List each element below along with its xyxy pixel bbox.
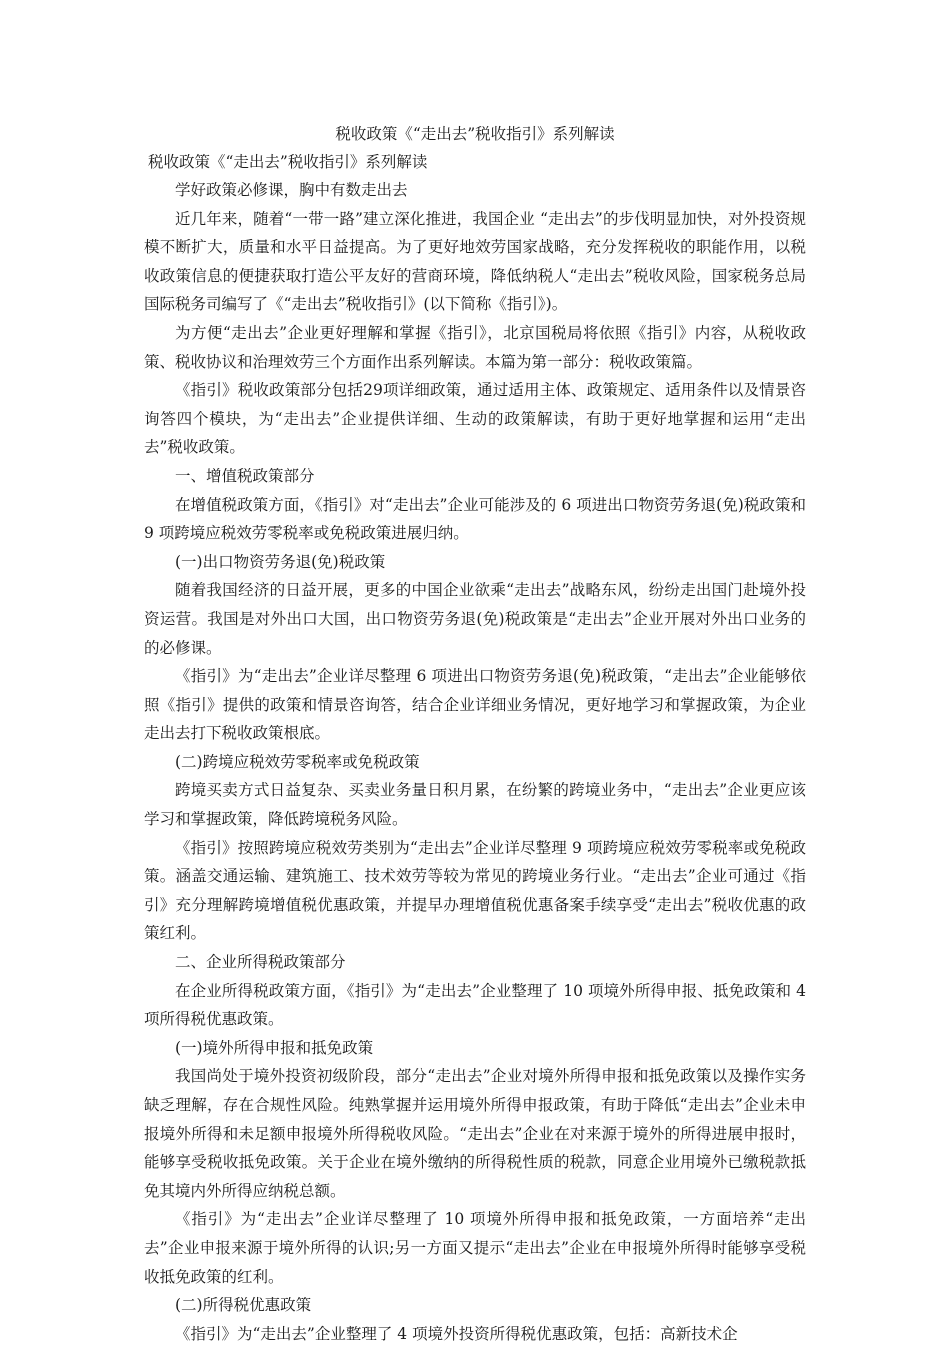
paragraph: 在企业所得税政策方面，《指引》为“走出去”企业整理了 10 项境外所得申报、抵免政策和 4 项所得税优惠政策。 (144, 981, 806, 1029)
paragraph: 《指引》为“走出去”企业详尽整理了 10 项境外所得申报和抵免政策，一方面培养“走出去”企业申报来源于境外所得的认识;另一方面又提示“走出去”企业在申报境外所得时能够享受税收抵免政策的红利。 (144, 1210, 806, 1286)
paragraph: 近几年来，随着“一带一路”建立深化推进，我国企业 “走出去”的步伐明显加快，对外投资规模不断扩大，质量和水平日益提高。为了更好地效劳国家战略，充分发挥税收的职能作用，以税收政策信息的便捷获取打造公平友好的营商环境，降低纳税人“走出去”税收风险，国家税务总局国际税务司编写了《“走出去”税收指引》(以下简称《指引》)。 (144, 209, 806, 314)
paragraph: 随着我国经济的日益开展，更多的中国企业欲乘“走出去”战略东风，纷纷走出国门赴境外投资运营。我国是对外出口大国，出口物资劳务退(免)税政策是“走出去”企业开展对外出口业务的的必修课。 (144, 581, 806, 657)
paragraph: 《指引》税收政策部分包括29项详细政策，通过适用主体、政策规定、适用条件以及情景咨询答四个模块，为“走出去”企业提供详细、生动的政策解读，有助于更好地掌握和运用“走出去”税收政策。 (144, 381, 806, 457)
paragraph: 《指引》为“走出去”企业详尽整理 6 项进出口物资劳务退(免)税政策，“走出去”企业能够依照《指引》提供的政策和情景咨询答，结合企业详细业务情况，更好地学习和掌握政策，为企业走出去打下税收政策根底。 (144, 667, 806, 743)
document-title: 税收政策《“走出去”税收指引》系列解读 (335, 125, 615, 143)
paragraph: 我国尚处于境外投资初级阶段，部分“走出去”企业对境外所得申报和抵免政策以及操作实务缺乏理解，存在合规性风险。纯熟掌握并运用境外所得申报政策，有助于降低“走出去”企业未申报境外所得和未足额申报境外所得税收风险。“走出去”企业在对来源于境外的所得进展申报时，能够享受税收抵免政策。关于企业在境外缴纳的所得税性质的税款，同意企业用境外已缴税款抵免其境内外所得应纳税总额。 (144, 1067, 806, 1200)
section-heading-cit: 二、企业所得税政策部分 (175, 953, 346, 972)
paragraph: 在增值税政策方面，《指引》对“走出去”企业可能涉及的 6 项进出口物资劳务退(免)税政策和 9 项跨境应税效劳零税率或免税政策进展归纳。 (144, 495, 806, 543)
subsection-heading: (一)出口物资劳务退(免)税政策 (175, 552, 386, 571)
section-heading-vat: 一、增值税政策部分 (175, 466, 315, 485)
document-subtitle: 税收政策《“走出去”税收指引》系列解读 (148, 153, 428, 171)
subsection-heading: (二)跨境应税效劳零税率或免税政策 (175, 752, 420, 771)
paragraph: 《指引》为“走出去”企业整理了 4 项境外投资所得税优惠政策，包括：高新技术企 (175, 1324, 738, 1343)
intro-heading: 学好政策必修课，胸中有数走出去 (175, 181, 408, 199)
subsection-heading: (二)所得税优惠政策 (175, 1296, 312, 1315)
paragraph: 为方便“走出去”企业更好理解和掌握《指引》，北京国税局将依照《指引》内容，从税收政策、税收协议和治理效劳三个方面作出系列解读。本篇为第一部分：税收政策篇。 (144, 323, 806, 371)
subsection-heading: (一)境外所得申报和抵免政策 (175, 1038, 374, 1057)
document-body (144, 120, 806, 1348)
paragraph: 《指引》按照跨境应税效劳类别为“走出去”企业详尽整理 9 项跨境应税效劳零税率或免税政策。涵盖交通运输、建筑施工、技术效劳等较为常见的跨境业务行业。“走出去”企业可通过《指引》充分理解跨境增值税优惠政策，并提早办理增值税优惠备案手续享受“走出去”税收优惠的政策红利。 (144, 838, 806, 943)
paragraph: 跨境买卖方式日益复杂、买卖业务量日积月累，在纷繁的跨境业务中，“走出去”企业更应该学习和掌握政策，降低跨境税务风险。 (144, 781, 806, 829)
